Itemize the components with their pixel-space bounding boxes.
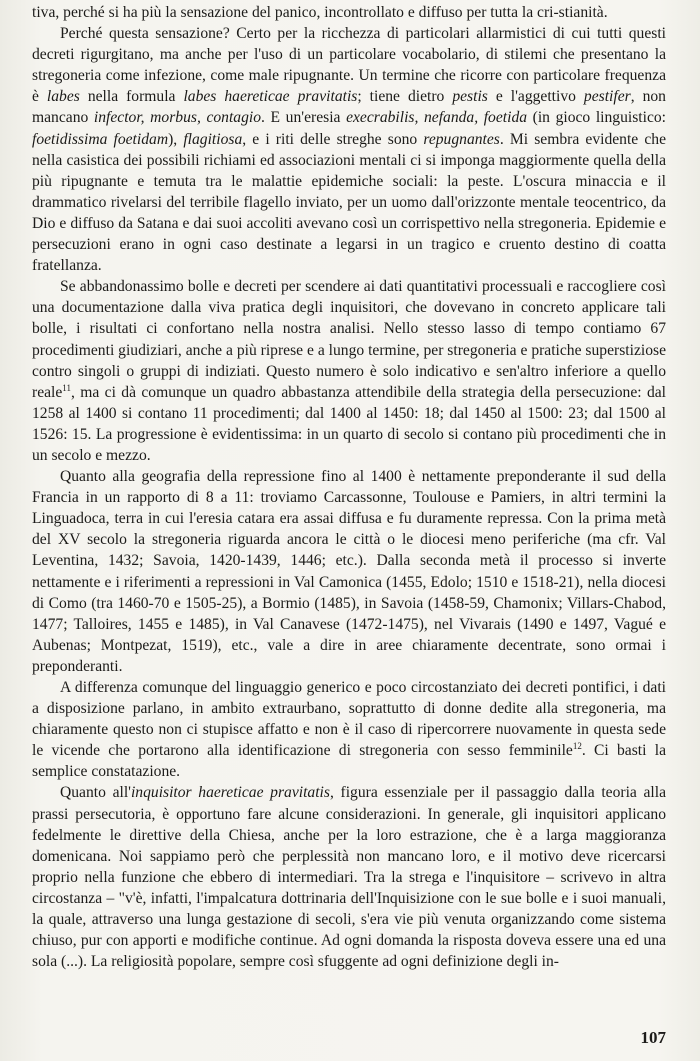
paragraph — [32, 677, 666, 782]
text-run: , figura essenziale per il passaggio dalla teoria alla prassi persecutoria, è opportuno fare alcune considerazioni. In generale, gli inquisitori applicano fedelmente le direttive della Chiesa, anche per la loro estrazione, che è a larga maggioranza domenicana. Noi sappiamo però che perplessità non mancano loro, e il motivo deve ricercarsi proprio nella funzione che ebbero di intermediari. Tra la strega e l'inquisitore – scrivevo in altra circostanza – "v'è, infatti, l'impalcatura dottrinaria dell'Inquisizione con le sue bolle e i suoi manuali, la quale, attraverso una lunga gestazione di secoli, s'era vie più venuta organizzando come sistema chiuso, pur con apporti e modifiche continue. Ad ogni domanda la risposta doveva essere una ed una sola (...). La religiosità popolare, sempre così sfuggente ad ogni definizione degli in- — [32, 784, 666, 971]
paragraph — [32, 466, 666, 677]
italic-term: pestis — [452, 88, 488, 106]
text-run: ), — [168, 130, 184, 148]
italic-term: repugnantes — [423, 130, 500, 148]
paragraph — [32, 782, 666, 972]
italic-term: foetidissima foetidam — [32, 130, 169, 148]
footnote-ref: 12 — [572, 741, 582, 752]
italic-term: inquisitor haereticae pravitatis — [130, 784, 330, 802]
text-run: A differenza comunque del linguaggio generico e poco circostanziato dei decreti pontifici, i dati a disposizione parlano, in ambito extraurbano, soprattutto di donne dedite alla stregoneria, ma chiaramente questo non ci stupisce affatto e non è il caso di ripercorrere nuovamente in questa sede le vicende che portarono alla identificazione di stregoneria con sesso femminile — [32, 679, 666, 760]
text-run: , ma ci dà comunque un quadro abbastanza attendibile della strategia della persecuzione: dal 1258 al 1400 si contano 11 procedimenti; dal 1400 al 1450: 18; dal 1450 al 1500: 23; dal 1500 al 1526: 15. La progressione è evidentissima: in un quarto di secolo si contano più procedimenti che in un secolo e mezzo. — [32, 383, 666, 464]
text-run: . Ci basti la semplice constatazione. — [32, 742, 666, 781]
text-run: tiva, perché si ha più la sensazione del panico, incontrollato e diffuso per tutta la cri-stianità. — [32, 4, 608, 21]
text-run: (in gioco linguistico: — [527, 109, 667, 127]
paragraph — [32, 276, 666, 466]
text-run: . Mi sembra evidente che nella casistica dei possibili richiami ed associazioni mentali ci si imponga maggiormente quella della più ripugnante e temuta tra le malattie epidemiche sociali: la peste. L'oscura minaccia e il drammatico rivelarsi del terribile flagello inviato, per un uomo dall'orizzonte mentale teocentrico, da Dio e diffuso da Satana e dai suoi accoliti avevano così un corrispettivo nella stregoneria. Epidemie e persecuzioni erano in ogni caso destinate a legarsi in un tragico e cruento destino di coatta fratellanza. — [32, 130, 666, 275]
footnote-ref: 11 — [62, 382, 71, 393]
italic-term: execrabilis, nefanda, foetida — [346, 109, 528, 127]
paragraph — [32, 2, 666, 23]
italic-term: labes — [46, 88, 80, 106]
text-run: e l'aggettivo — [487, 88, 584, 106]
paragraph — [32, 23, 666, 276]
page-number: 107 — [640, 1028, 666, 1047]
italic-term: labes haereticae pravitatis — [183, 88, 358, 106]
italic-term: pestifer — [583, 88, 631, 106]
text-run: ; tiene dietro — [357, 88, 453, 106]
page-body-text — [32, 2, 666, 972]
italic-term: infector, morbus, contagio — [93, 109, 262, 127]
text-run: Se abbandonassimo bolle e decreti per scendere ai dati quantitativi processuali e raccogliere così una documentazione dalla viva pratica degli inquisitori, che dovevano in concreto applicare tali bolle, i risultati ci confortano nella nostra analisi. Nello stesso lasso di tempo contiamo 67 procedimenti giudiziari, anche a più riprese e a lungo termine, per stregoneria e pratiche superstiziose contro singoli o gruppi di indiziati. Questo numero è solo indicativo e sen'altro inferiore a quello reale — [32, 278, 666, 401]
text-run: Perché questa sensazione? Certo per la ricchezza di particolari allarmistici di cui tutti questi decreti rigurgitano, ma anche per l'uso di un particolare vocabolario, di stilemi che presentano la stregoneria come infezione, come male ripugnante. Un termine che ricorre con particolare frequenza è — [32, 25, 666, 106]
text-run: , non mancano — [32, 88, 666, 127]
text-run: Quanto alla geografia della repressione fino al 1400 è nettamente preponderante il sud della Francia in un rapporto di 8 a 11: troviamo Carcassonne, Toulouse e Pamiers, in altri termini la Linguadoca, terra in cui l'eresia catara era assai diffusa e fu duramente repressa. Con la prima metà del XV secolo la stregoneria riguarda ancora le città o le diocesi meno periferiche (ma cfr. Val Leventina, 1432; Savoia, 1420-1439, 1446; etc.). Dalla seconda metà il processo si inverte nettamente e i riferimenti a repressioni in Val Camonica (1455, Edolo; 1510 e 1518-21), nella diocesi di Como (tra 1460-70 e 1505-25), a Bormio (1485), in Savoia (1458-59, Chamonix; Villars-Chabod, 1477; Talloires, 1455 e 1485), in Val Canavese (1472-1475), nel Vivarais (1490 e 1497, Vagué e Aubenas; Montpezat, 1519), etc., vale a dire in aree chiaramente decentrate, sono ormai i preponderanti. — [32, 468, 666, 675]
text-run: Quanto all' — [60, 784, 131, 802]
text-run: , e i riti delle streghe sono — [242, 130, 424, 148]
text-run: . E un'eresia — [261, 109, 347, 127]
text-run: nella formula — [79, 88, 184, 106]
italic-term: flagitiosa — [183, 130, 243, 148]
